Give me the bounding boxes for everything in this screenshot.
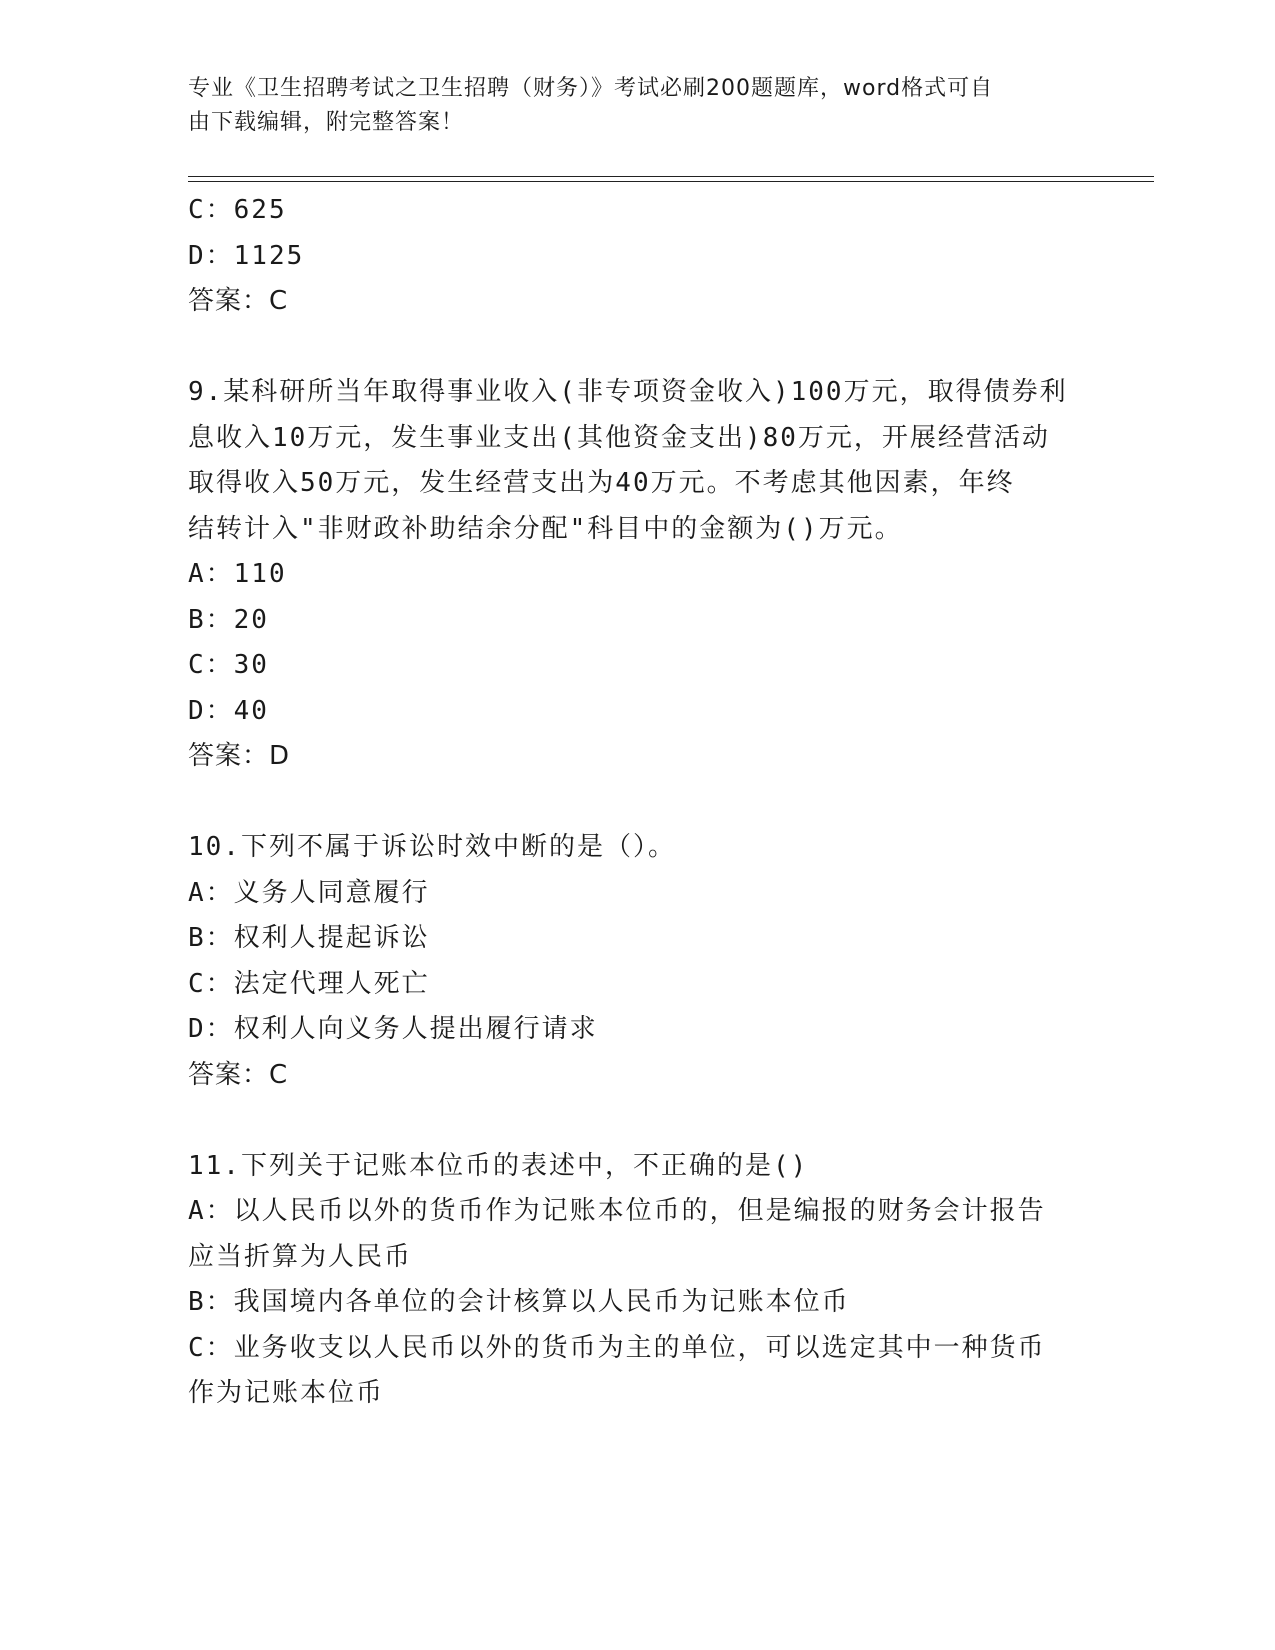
question-stem-line: 11.下列关于记账本位币的表述中，不正确的是(): [188, 1150, 809, 1181]
question-stem-line: 取得收入50万元，发生经营支出为40万元。不考虑其他因素，年终: [188, 468, 1015, 498]
carryover-question: [188, 188, 1088, 325]
option-b: B：我国境内各单位的会计核算以人民币为记账本位币: [188, 1287, 850, 1317]
answer-line: 答案：C: [188, 1059, 289, 1090]
document-title-line-2: 由下载编辑，附完整答案！: [188, 110, 465, 135]
option-a: A：以人民币以外的货币作为记账本位币的，但是编报的财务会计报告: [188, 1196, 1046, 1226]
option-d: D：40: [188, 695, 269, 726]
option-a-continued: 应当折算为人民币: [188, 1241, 413, 1272]
question-stem-line: 10.下列不属于诉讼时效中断的是（）。: [188, 832, 676, 862]
question-9: [188, 370, 1088, 780]
question-10: [188, 825, 1088, 1098]
question-stem-line: 结转计入"非财政补助结余分配"科目中的金额为()万元。: [188, 513, 903, 544]
answer-line: 答案：C: [188, 286, 289, 316]
header-divider-top: [188, 176, 1154, 177]
option-a: A：110: [188, 559, 287, 589]
option-c: C：30: [188, 650, 269, 680]
header-divider-bottom: [188, 181, 1154, 182]
option-b: B：权利人提起诉讼: [188, 923, 430, 953]
option-c: C：625: [188, 195, 287, 225]
option-c: C：法定代理人死亡: [188, 968, 430, 999]
document-body: [188, 188, 1088, 1417]
option-b: B：20: [188, 604, 269, 635]
answer-line: 答案：D: [188, 741, 291, 771]
spacer: [188, 1098, 1088, 1144]
spacer: [188, 325, 1088, 371]
document-title-line-1: 专业《卫生招聘考试之卫生招聘（财务）》考试必刷200题题库，word格式可自: [188, 76, 994, 101]
option-c: C：业务收支以人民币以外的货币为主的单位，可以选定其中一种货币: [188, 1332, 1046, 1363]
question-11: [188, 1144, 1088, 1417]
spacer: [188, 780, 1088, 826]
option-c-continued: 作为记账本位币: [188, 1378, 385, 1408]
question-stem-line: 9.某科研所当年取得事业收入(非专项资金收入)100万元，取得债券利: [188, 377, 1068, 407]
option-d: D：权利人向义务人提出履行请求: [188, 1014, 598, 1044]
page-header: [188, 72, 1068, 140]
question-stem-line: 息收入10万元，发生事业支出(其他资金支出)80万元，开展经营活动: [188, 422, 1050, 453]
option-d: D：1125: [188, 240, 305, 271]
option-a: A：义务人同意履行: [188, 877, 430, 908]
